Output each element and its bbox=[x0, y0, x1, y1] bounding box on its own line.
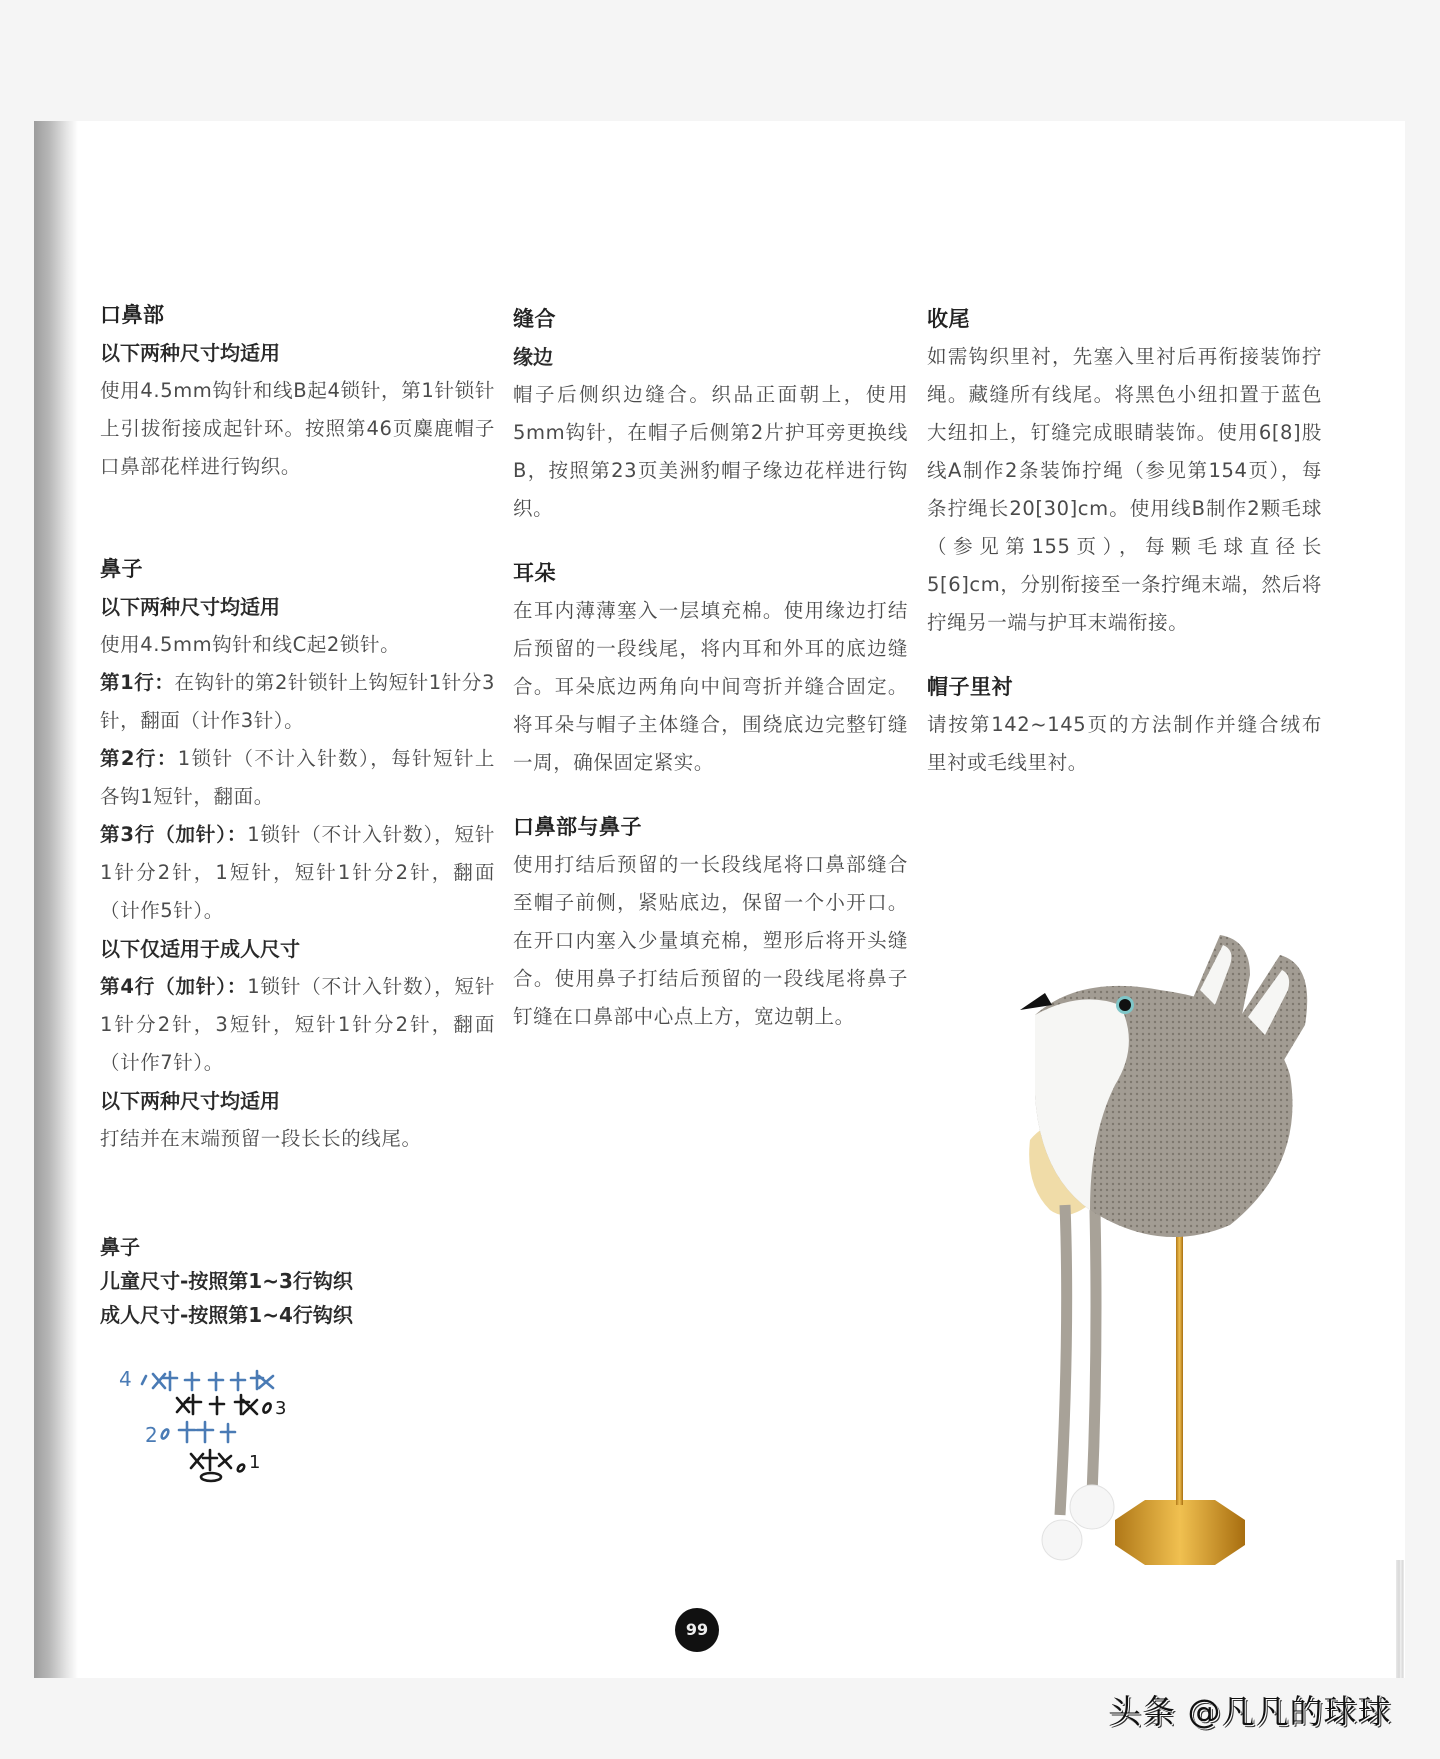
svg-text:2: 2 bbox=[145, 1423, 158, 1447]
middle-column bbox=[513, 300, 908, 1036]
book-spine-shadow bbox=[34, 121, 78, 1678]
svg-text:1: 1 bbox=[249, 1452, 261, 1473]
section-title-ears: 耳朵 bbox=[513, 561, 556, 585]
row-text: 1锁针（不计入针数），短针1针分2针，1短针，短针1针分2针，翻面（计作5针）。 bbox=[100, 823, 495, 922]
pompom bbox=[1070, 1485, 1114, 1529]
row-label: 第2行： bbox=[100, 747, 178, 770]
row-1 bbox=[100, 664, 495, 740]
row-3-symbols bbox=[177, 1395, 286, 1419]
page-number: 99 bbox=[675, 1608, 719, 1652]
nose-finish: 打结并在末端预留一段长长的线尾。 bbox=[100, 1127, 422, 1150]
chart-caption-adult: 成人尺寸-按照第1~4行钩织 bbox=[100, 1303, 353, 1327]
section-title-muzzle-nose: 口鼻部与鼻子 bbox=[513, 815, 642, 839]
section-title-muzzle: 口鼻部 bbox=[100, 303, 165, 327]
pompom bbox=[1042, 1520, 1082, 1560]
row-text: 1锁针（不计入针数），短针1针分2针，3短针，短针1针分2针，翻面（计作7针）。 bbox=[100, 975, 495, 1074]
row-label: 第4行（加针）： bbox=[100, 975, 248, 998]
stand-pole bbox=[1176, 1235, 1183, 1505]
ears-text: 在耳内薄薄塞入一层填充棉。使用缘边打结后预留的一段线尾，将内耳和外耳的底边缝合。耳朵底边两角向中间弯折并缝合固定。将耳朵与帽子主体缝合，围绕底边完整钉缝一周，确保固定紧实。 bbox=[513, 599, 908, 774]
page-edge bbox=[1396, 1560, 1404, 1678]
section-title-assembly: 缝合 bbox=[513, 307, 556, 331]
chart-caption-title: 鼻子 bbox=[100, 1235, 140, 1259]
muzzle-text: 使用4.5mm钩针和线B起4锁针，第1针锁针上引拔衔接成起针环。按照第46页麋鹿帽子口鼻部花样进行钩织。 bbox=[100, 379, 495, 478]
husky-hat-photo bbox=[1020, 935, 1320, 1585]
svg-text:3: 3 bbox=[275, 1398, 287, 1419]
chart-caption-child: 儿童尺寸-按照第1~3行钩织 bbox=[100, 1269, 353, 1293]
subsection-edging: 缘边 bbox=[513, 345, 553, 369]
section-title-finishing: 收尾 bbox=[927, 307, 970, 331]
watermark: 头条 @凡凡的球球 bbox=[1108, 1692, 1392, 1731]
size-note: 以下两种尺寸均适用 bbox=[100, 341, 280, 365]
row-4 bbox=[100, 968, 495, 1082]
edging-text: 帽子后侧织边缝合。织品正面朝上，使用5mm钩针，在帽子后侧第2片护耳旁更换线B，按照第23页美洲豹帽子缘边花样进行钩织。 bbox=[513, 383, 908, 520]
row-label: 第1行： bbox=[100, 671, 175, 694]
svg-text:4: 4 bbox=[119, 1368, 132, 1391]
row-text: 1锁针（不计入针数），每针短针上各钩1短针，翻面。 bbox=[100, 747, 496, 808]
row-2-symbols bbox=[145, 1422, 235, 1447]
row-text: 在钩针的第2针锁针上钩短针1针分3针，翻面（计作3针）。 bbox=[100, 671, 496, 732]
stand-base bbox=[1115, 1500, 1245, 1565]
muzzle-nose-text: 使用打结后预留的一长段线尾将口鼻部缝合至帽子前侧，紧贴底边，保留一个小开口。在开口内塞入少量填充棉，塑形后将开头缝合。使用鼻子打结后预留的一段线尾将鼻子钉缝在口鼻部中心点上方，宽边朝上。 bbox=[513, 853, 908, 1028]
lining-text: 请按第142~145页的方法制作并缝合绒布里衬或毛线里衬。 bbox=[927, 713, 1322, 774]
section-title-nose: 鼻子 bbox=[100, 557, 143, 581]
row-label: 第3行（加针）： bbox=[100, 823, 248, 846]
row-2 bbox=[100, 740, 495, 816]
finishing-text: 如需钩织里衬，先塞入里衬后再衔接装饰拧绳。藏缝所有线尾。将黑色小纽扣置于蓝色大纽扣上，钉缝完成眼睛装饰。使用6[8]股线A制作2条装饰拧绳（参见第154页），每条拧绳长20[30]cm。使用线B制作2颗毛球（参见第155页），每颗毛球直径长5[6]cm，分别衔接至一条拧绳末端，然后将拧绳另一端与护耳末端衔接。 bbox=[927, 345, 1322, 634]
row-1-symbols bbox=[191, 1450, 260, 1481]
row-4-symbols bbox=[119, 1368, 273, 1391]
row-3 bbox=[100, 816, 495, 930]
size-note: 以下两种尺寸均适用 bbox=[100, 1089, 280, 1113]
section-title-lining: 帽子里衬 bbox=[927, 675, 1013, 699]
size-note-adult: 以下仅适用于成人尺寸 bbox=[100, 937, 300, 961]
size-note: 以下两种尺寸均适用 bbox=[100, 595, 280, 619]
nose-start: 使用4.5mm钩针和线C起2锁针。 bbox=[100, 633, 401, 656]
right-column bbox=[927, 300, 1322, 782]
crochet-chart-diagram bbox=[115, 1368, 335, 1488]
left-column bbox=[100, 296, 495, 1332]
